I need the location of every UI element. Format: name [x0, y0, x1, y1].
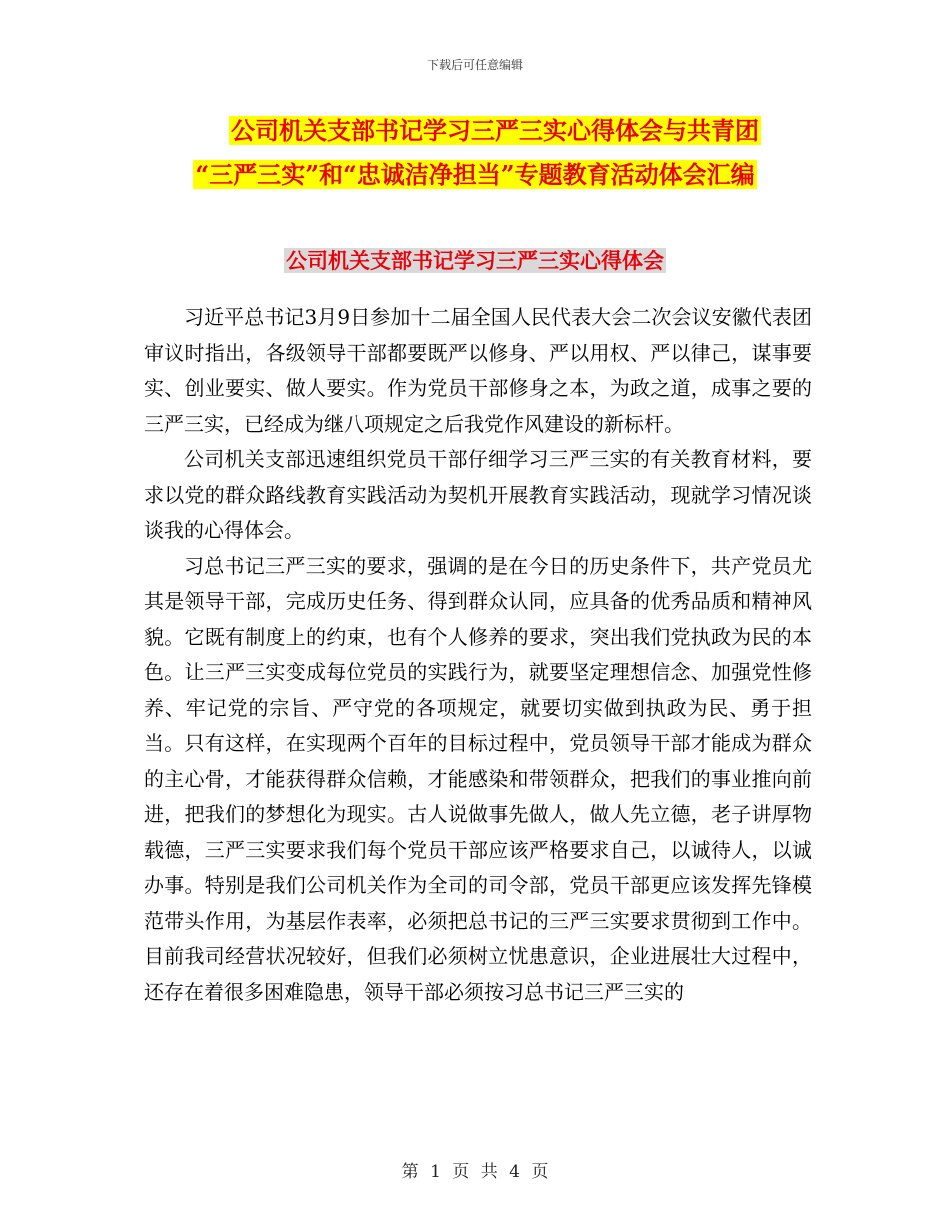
document-title-line-2-text: “三严三实”和“忠诚洁净担当”专题教育活动体会汇编 [195, 160, 755, 189]
page-number-footer: 第 1 页 共 4 页 [401, 1162, 549, 1182]
document-title-line-2 [0, 158, 950, 192]
section-title-text: 公司机关支部书记学习三严三实心得体会 [286, 248, 664, 273]
document-title-line-1-text: 公司机关支部书记学习三严三实心得体会与共青团 [231, 116, 759, 145]
paragraph: 习总书记三严三实的要求，强调的是在今日的历史条件下，共产党员尤其是领导干部，完成历史任务、得到群众认同，应具备的优秀品质和精神风貌。它既有制度上的约束，也有个人修养的要求，突出我们党执政为民的本色。让三严三实变成每位党员的实践行为，就要坚定理想信念、加强党性修养、牢记党的宗旨、严守党的各项规定，就要切实做到执政为民、勇于担当。只有这样，在实现两个百年的目标过程中，党员领导干部才能成为群众的主心骨，才能获得群众信赖，才能感染和带领群众，把我们的事业推向前进，把我们的梦想化为现实。古人说做事先做人，做人先立德，老子讲厚物载德，三严三实要求我们每个党员干部应该严格要求自己，以诚待人，以诚办事。特别是我们公司机关作为全司的司令部，党员干部更应该发挥先锋模范带头作用，为基层作表率，必须把总书记的三严三实要求贯彻到工作中。目前我司经营状况较好，但我们必须树立忧患意识，企业进展壮大过程中，还存在着很多困难隐患，领导干部必须按习总书记三严三实的 [144, 553, 812, 1004]
body-text [144, 300, 812, 1010]
header-note: 下载后可任意编辑 [426, 58, 523, 72]
paragraph: 习近平总书记3月9日参加十二届全国人民代表大会二次会议安徽代表团审议时指出，各级领导干部都要既严以修身、严以用权、严以律己，谋事要实、创业要实、做人要实。作为党员干部修身之本，为政之道，成事之要的三严三实，已经成为继八项规定之后我党作风建设的新标杆。 [144, 305, 812, 436]
paragraph: 公司机关支部迅速组织党员干部仔细学习三严三实的有关教育材料，要求以党的群众路线教育实践活动为契机开展教育实践活动，现就学习情况谈谈我的心得体会。 [144, 447, 812, 542]
section-title [0, 246, 950, 276]
document-title-line-1 [0, 114, 950, 148]
